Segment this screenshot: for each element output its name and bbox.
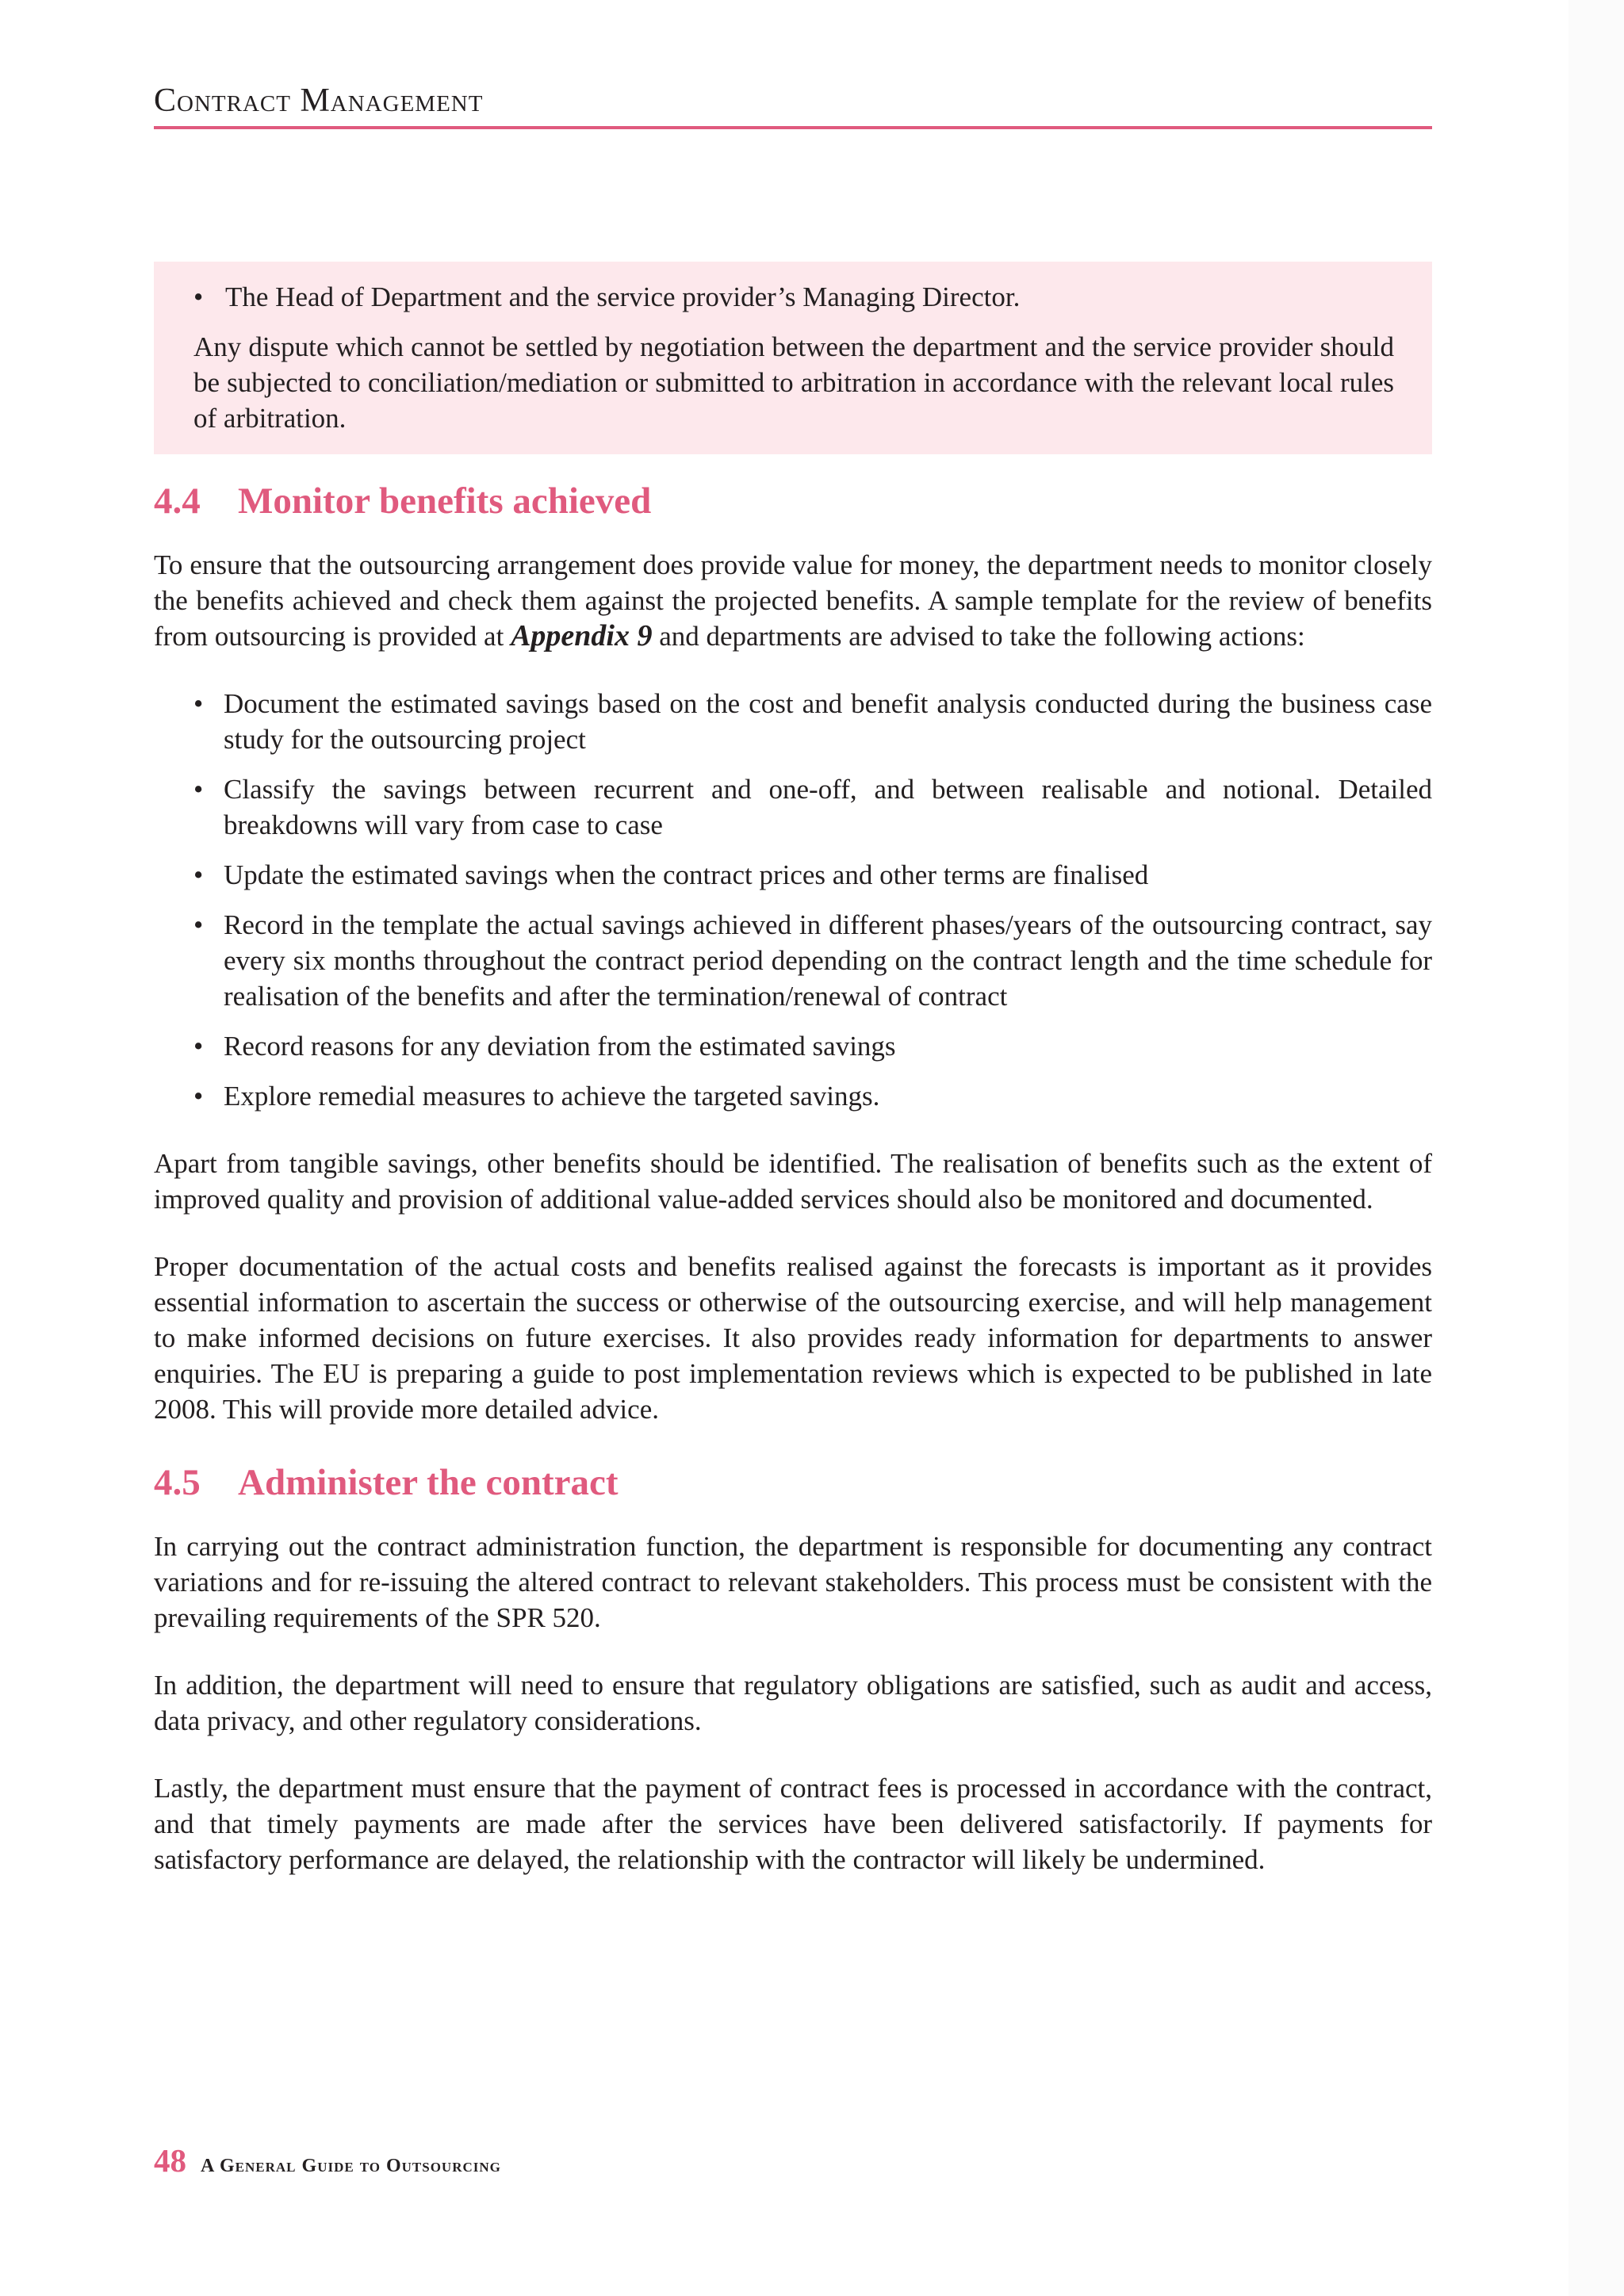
section-4-4-paragraph-2: Apart from tangible savings, other benefits should be identified. The realisation of benefits such as the extent of improved quality and provision of additional value-added services should also be monitored and documented. <box>154 1148 1432 1215</box>
page-footer <box>154 2141 501 2188</box>
action-item: • Record in the template the actual savings achieved in different phases/years of the outsourcing contract, say every six months throughout the contract period depending on the contract length and the time schedule for realisation of the benefits and after the termination/renewal of contract <box>193 907 1432 1014</box>
running-header-title: Contract Management <box>154 82 484 119</box>
section-title: Monitor benefits achieved <box>238 480 652 522</box>
section-4-4-paragraph-3: Proper documentation of the actual costs and benefits realised against the forecasts is important as it provides essential information to ascertain the success or otherwise of the outsourcing exercise, and will help management to make informed decisions on future exercises. It also provides ready information for departments to answer enquiries. The EU is preparing a guide to post implementation reviews which is expected to be published in late 2008. This will provide more detailed advice. <box>154 1251 1432 1425</box>
section-4-5-paragraph-3: Lastly, the department must ensure that the payment of contract fees is processed in accordance with the contract, and that timely payments are made after the services have been delivered satisfactorily. If payments for satisfactory performance are delayed, the relationship with the contractor will likely be undermined. <box>154 1773 1432 1875</box>
section-number: 4.4 <box>154 480 201 522</box>
section-4-5-paragraph-1: In carrying out the contract administration function, the department is responsible for documenting any contract variations and for re-issuing the altered contract to relevant stakeholders. This process must be consistent with the prevailing requirements of the SPR 520. <box>154 1531 1432 1633</box>
action-item: • Document the estimated savings based on the cost and benefit analysis conducted during the business case study for the outsourcing project <box>193 686 1432 757</box>
action-item: • Update the estimated savings when the contract prices and other terms are finalised <box>193 857 1432 893</box>
appendix-reference: Appendix 9 <box>511 619 653 652</box>
continued-note-box <box>154 262 1432 454</box>
section-heading-4-4 <box>154 477 1432 525</box>
page-number: 48 <box>154 2142 186 2179</box>
footer-guide-title: A General Guide to Outsourcing <box>201 2156 501 2176</box>
page-edge-shade <box>1568 0 1624 2296</box>
action-item: • Explore remedial measures to achieve the targeted savings. <box>193 1078 1432 1114</box>
header-rule <box>154 126 1432 129</box>
intro-text-end: and departments are advised to take the following actions: <box>652 621 1305 652</box>
section-number: 4.5 <box>154 1462 201 1503</box>
note-paragraph: Any dispute which cannot be settled by negotiation between the department and the service provider should be subjected to conciliation/mediation or submitted to arbitration in accordance with the relevant local rules of arbitration. <box>193 331 1394 434</box>
section-title: Administer the contract <box>238 1462 619 1503</box>
section-heading-4-5 <box>154 1459 1432 1506</box>
note-bullet-item: • The Head of Department and the service provider’s Managing Director. <box>193 279 1394 315</box>
actions-list <box>154 686 1432 1114</box>
main-content <box>154 477 1432 1909</box>
action-item: • Classify the savings between recurrent and one-off, and between realisable and notional. Detailed breakdowns will vary from case to case <box>193 771 1432 843</box>
section-4-4-intro <box>154 547 1432 654</box>
action-item: • Record reasons for any deviation from the estimated savings <box>193 1028 1432 1064</box>
section-4-5-paragraph-2: In addition, the department will need to ensure that regulatory obligations are satisfied, such as audit and access, data privacy, and other regulatory considerations. <box>154 1670 1432 1736</box>
intro-text-start: To ensure that the outsourcing arrangement does provide value for money, the department needs to monitor closely the benefits achieved and check them against the projected benefits. A sample template for the review of benefits from outsourcing is provided at <box>154 549 1432 652</box>
